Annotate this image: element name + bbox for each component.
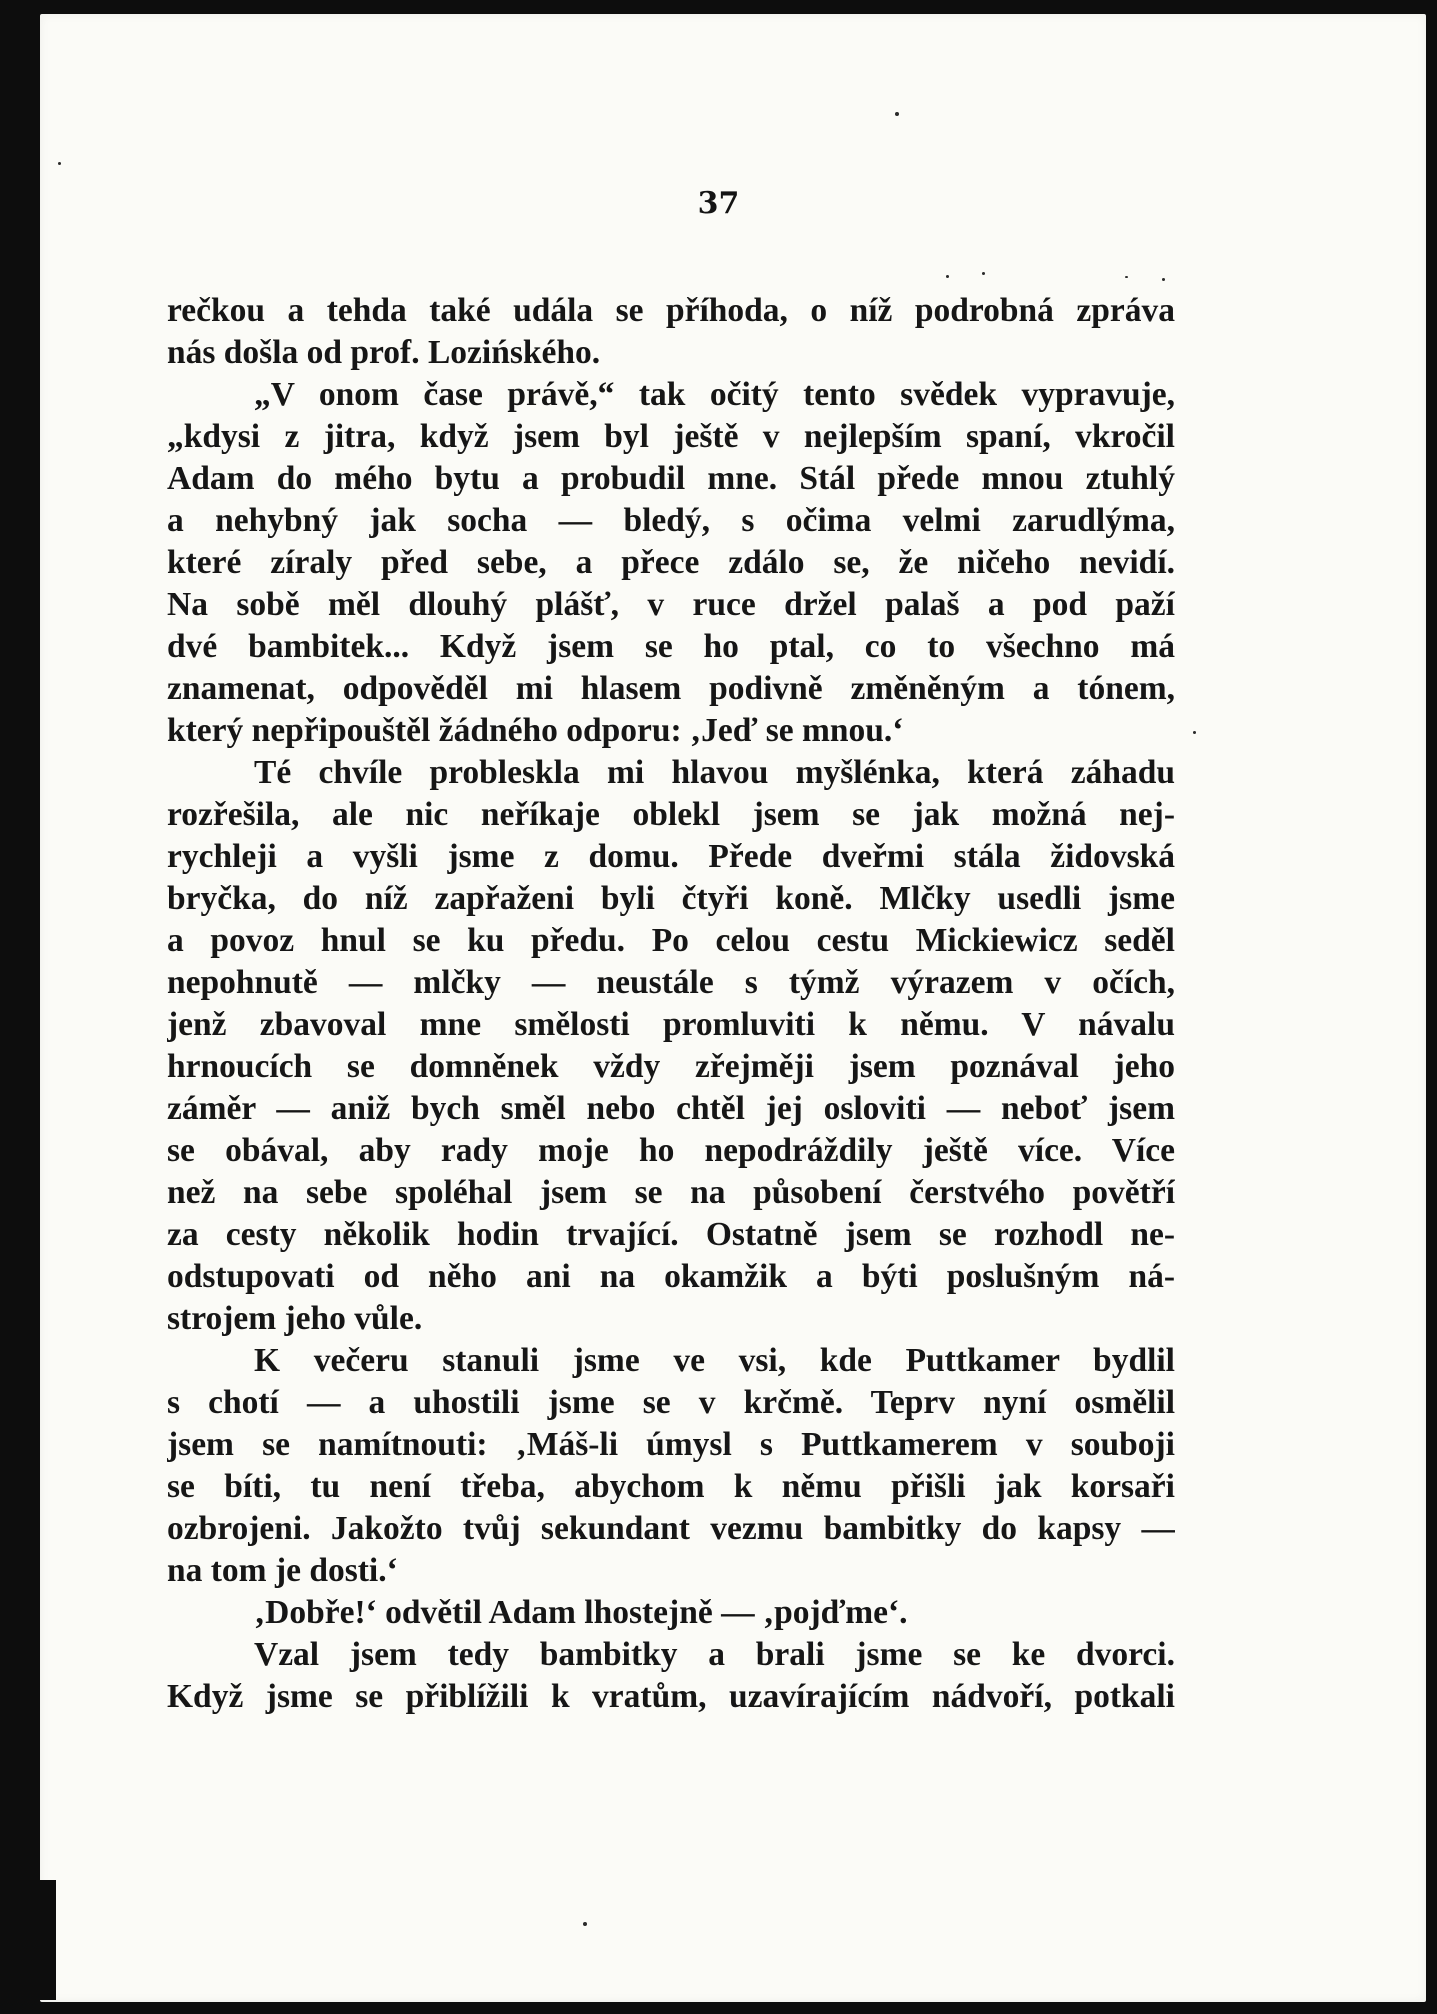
print-speck <box>1193 731 1196 734</box>
text-line: a nehybný jak socha — bledý, s očima velmi zarudlýma, <box>167 502 1175 539</box>
body-text <box>167 290 1175 1718</box>
text-line: než na sebe spoléhal jsem se na působení čerstvého povětří <box>167 1174 1175 1211</box>
text-line: hrnoucích se domněnek vždy zřejměji jsem poznával jeho <box>167 1048 1175 1085</box>
print-speck <box>1125 276 1128 278</box>
text-line: který nepřipouštěl žádného odporu: ‚Jeď se mnou.‘ <box>167 712 904 749</box>
text-line: ozbrojeni. Jakožto tvůj sekundant vezmu bambitky do kapsy — <box>167 1510 1175 1547</box>
text-line: dvé bambitek... Když jsem se ho ptal, co to všechno má <box>167 628 1175 665</box>
text-line: rozřešila, ale nic neříkaje oblekl jsem se jak možná nej- <box>167 796 1175 833</box>
text-line: „kdysi z jitra, když jsem byl ještě v nejlepším spaní, vkročil <box>167 418 1175 455</box>
text-line: K večeru stanuli jsme ve vsi, kde Puttkamer bydlil <box>254 1342 1175 1379</box>
text-line: jsem se namítnouti: ‚Máš-li úmysl s Puttkamerem v souboji <box>167 1426 1175 1463</box>
print-speck <box>895 112 899 116</box>
text-line: a povoz hnul se ku předu. Po celou cestu Mickiewicz seděl <box>167 922 1175 959</box>
text-line: jenž zbavoval mne smělosti promluviti k němu. V návalu <box>167 1006 1175 1043</box>
text-line: na tom je dosti.‘ <box>167 1552 398 1589</box>
text-line: rečkou a tehda také udála se příhoda, o níž podrobná zpráva <box>167 292 1175 329</box>
text-line: se bíti, tu není třeba, abychom k němu přišli jak korsaři <box>167 1468 1175 1505</box>
text-line: za cesty několik hodin trvající. Ostatně jsem se rozhodl ne- <box>167 1216 1175 1253</box>
text-line: znamenat, odpověděl mi hlasem podivně změněným a tónem, <box>167 670 1175 707</box>
text-line: „V onom čase právě,“ tak očitý tento svědek vypravuje, <box>254 376 1175 413</box>
text-line: ‚Dobře!‘ odvětil Adam lhostejně — ‚pojďme‘. <box>254 1594 908 1631</box>
text-line: bryčka, do níž zapřaženi byli čtyři koně. Mlčky usedli jsme <box>167 880 1175 917</box>
text-line: Když jsme se přiblížili k vratům, uzavírajícím nádvoří, potkali <box>167 1678 1175 1715</box>
print-speck <box>583 1922 587 1926</box>
print-speck <box>58 162 61 165</box>
text-line: se obával, aby rady moje ho nepodráždily ještě více. Více <box>167 1132 1175 1169</box>
print-speck <box>982 272 985 275</box>
text-line: Na sobě měl dlouhý plášť, v ruce držel palaš a pod paží <box>167 586 1175 623</box>
print-speck <box>946 275 949 278</box>
text-line: Adam do mého bytu a probudil mne. Stál přede mnou ztuhlý <box>167 460 1175 497</box>
text-line: rychleji a vyšli jsme z domu. Přede dveřmi stála židovská <box>167 838 1175 875</box>
text-line: nepohnutě — mlčky — neustále s týmž výrazem v očích, <box>167 964 1175 1001</box>
text-line: strojem jeho vůle. <box>167 1300 423 1337</box>
binding-edge <box>40 1880 56 2000</box>
text-line: které zíraly před sebe, a přece zdálo se, že ničeho nevidí. <box>167 544 1175 581</box>
text-line: záměr — aniž bych směl nebo chtěl jej osloviti — neboť jsem <box>167 1090 1175 1127</box>
text-line: nás došla od prof. Lozińského. <box>167 334 601 371</box>
text-line: s chotí — a uhostili jsme se v krčmě. Teprv nyní osmělil <box>167 1384 1175 1421</box>
text-line: Té chvíle probleskla mi hlavou myšlénka, která záhadu <box>254 754 1175 791</box>
text-line: odstupovati od něho ani na okamžik a býti poslušným ná- <box>167 1258 1175 1295</box>
text-line: Vzal jsem tedy bambitky a brali jsme se ke dvorci. <box>254 1636 1175 1673</box>
print-speck <box>1162 278 1165 281</box>
page-number: 37 <box>697 186 740 221</box>
